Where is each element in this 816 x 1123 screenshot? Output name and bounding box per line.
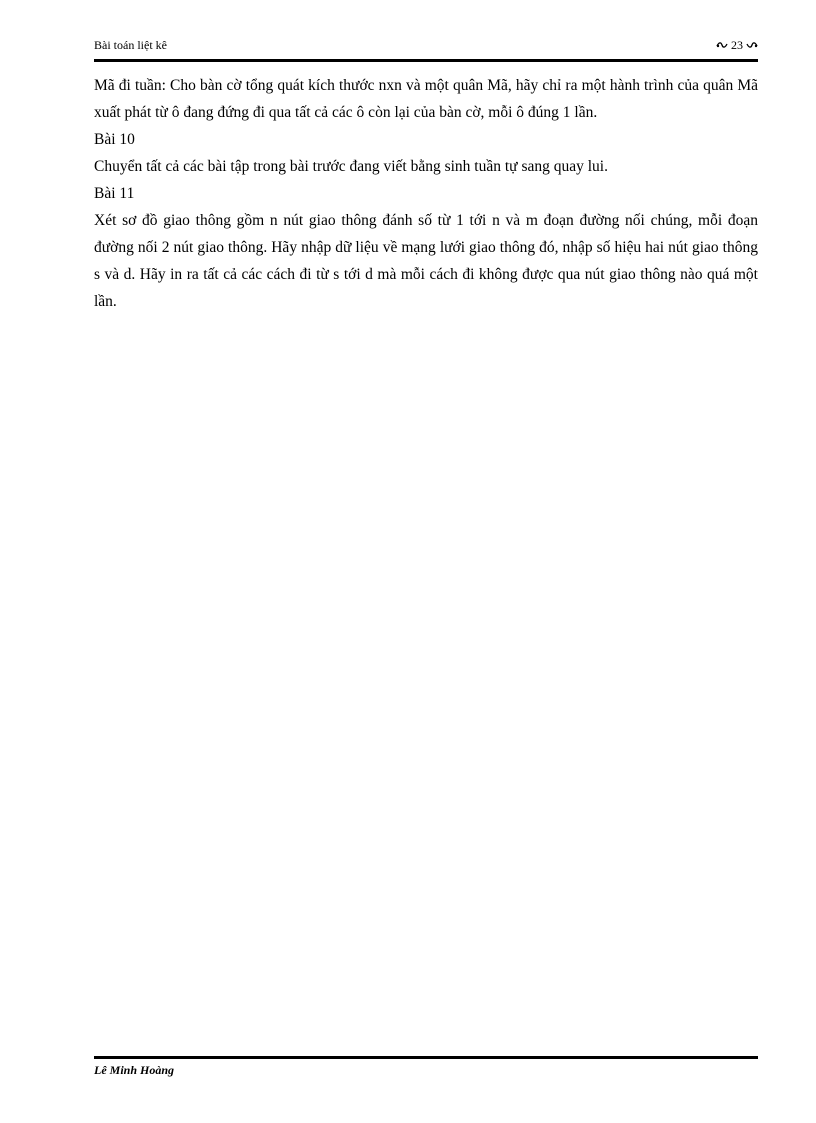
header-page-number-group xyxy=(716,38,758,52)
ornament-right-icon xyxy=(746,41,758,49)
header-title: Bài toán liệt kê xyxy=(94,38,167,52)
header-divider xyxy=(94,59,758,62)
footer-author: Lê Minh Hoàng xyxy=(94,1063,175,1077)
page-footer xyxy=(94,1056,758,1086)
paragraph-knights-tour: Mã đi tuần: Cho bàn cờ tổng quát kích thước nxn và một quân Mã, hãy chỉ ra một hành trình của quân Mã xuất phát từ ô đang đứng đi qua tất cả các ô còn lại của bàn cờ, mỗi ô đúng 1 lần. xyxy=(94,77,758,121)
page-content xyxy=(94,72,758,315)
page-header xyxy=(94,36,758,62)
page-number: 23 xyxy=(731,38,743,52)
footer-divider xyxy=(94,1056,758,1059)
paragraph-exercise-11: Xét sơ đồ giao thông gồm n nút giao thông đánh số từ 1 tới n và m đoạn đường nối chúng, mỗi đoạn đường nối 2 nút giao thông. Hãy nhập dữ liệu về mạng lưới giao thông đó, nhập số hiệu hai nút giao thông s và d. Hãy in ra tất cả các cách đi từ s tới d mà mỗi cách đi không được qua nút giao thông nào quá một lần. xyxy=(94,212,758,310)
paragraph-exercise-10: Chuyển tất cả các bài tập trong bài trước đang viết bằng sinh tuần tự sang quay lui. xyxy=(94,158,608,175)
exercise-heading-10: Bài 10 xyxy=(94,131,135,148)
exercise-heading-11: Bài 11 xyxy=(94,185,135,202)
ornament-left-icon xyxy=(716,41,728,49)
